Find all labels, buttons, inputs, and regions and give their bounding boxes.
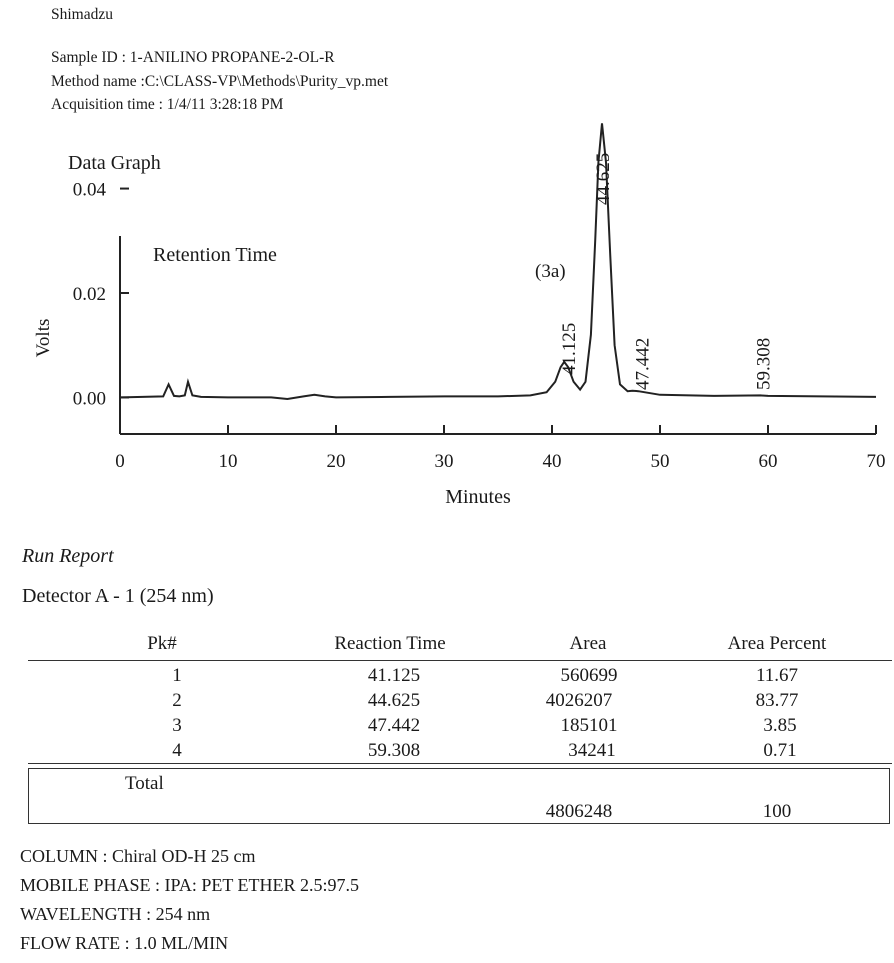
flow-rate-param: FLOW RATE : 1.0 ML/MIN — [20, 933, 229, 953]
y-tick-label: 0.02 — [72, 284, 106, 305]
x-tick-label: 40 — [542, 451, 562, 472]
row-divider — [28, 763, 892, 764]
x-tick-label: 30 — [434, 451, 454, 472]
cell-area: 560699 — [560, 665, 618, 686]
cell-area: 34241 — [568, 740, 616, 761]
vendor-name: Shimadzu — [51, 6, 113, 23]
cell-pk: 1 — [172, 665, 182, 686]
report-title: Run Report — [22, 545, 114, 567]
chart-title: Data Graph — [68, 152, 161, 174]
col-header-pk: Pk# — [147, 633, 177, 654]
x-tick-label: 50 — [650, 451, 670, 472]
mobile-phase-param: MOBILE PHASE : IPA: PET ETHER 2.5:97.5 — [20, 875, 360, 895]
x-tick-label: 70 — [866, 451, 886, 472]
chart-subtitle: Retention Time — [153, 244, 277, 266]
y-tick-label: 0.00 — [72, 388, 106, 410]
peak-label: 47.442 — [632, 337, 654, 390]
total-area: 4806248 — [545, 801, 613, 822]
y-axis-label: Volts — [33, 318, 54, 358]
col-header-area: Area — [569, 633, 607, 654]
col-header-reaction-time: Reaction Time — [334, 633, 446, 654]
cell-pk: 2 — [172, 690, 182, 711]
cell-area-percent: 83.77 — [755, 690, 799, 711]
detector-label: Detector A - 1 (254 nm) — [22, 585, 214, 607]
x-tick-label: 10 — [218, 451, 238, 472]
cell-area: 4026207 — [545, 690, 613, 711]
total-box — [28, 768, 890, 824]
column-param: COLUMN : Chiral OD-H 25 cm — [20, 846, 256, 866]
cell-reaction-time: 41.125 — [367, 665, 421, 686]
cell-area-percent: 3.85 — [763, 715, 797, 736]
cell-pk: 4 — [172, 740, 182, 761]
cell-area: 185101 — [560, 715, 618, 736]
method-name: Method name :C:\CLASS-VP\Methods\Purity_vp.met — [51, 73, 389, 90]
x-tick-label: 20 — [326, 451, 346, 472]
peak-label: 59.308 — [753, 337, 775, 390]
cell-reaction-time: 44.625 — [367, 690, 421, 711]
cell-reaction-time: 47.442 — [367, 715, 421, 736]
x-tick-label: 60 — [758, 451, 778, 472]
cell-area-percent: 11.67 — [755, 665, 799, 686]
cell-pk: 3 — [172, 715, 182, 736]
cell-reaction-time: 59.308 — [367, 740, 421, 761]
y-tick-label: 0.04 — [72, 179, 106, 201]
x-axis-label: Minutes — [445, 486, 511, 508]
x-tick-label: 0 — [115, 451, 125, 472]
wavelength-param: WAVELENGTH : 254 nm — [20, 904, 211, 924]
cell-area-percent: 0.71 — [763, 740, 797, 761]
total-label: Total — [125, 773, 164, 794]
col-header-area-percent: Area Percent — [727, 633, 827, 654]
peak-label: 44.625 — [592, 152, 614, 205]
peak-label: 41.125 — [559, 322, 581, 375]
sample-id: Sample ID : 1-ANILINO PROPANE-2-OL-R — [51, 49, 335, 66]
total-area-percent: 100 — [762, 801, 792, 822]
header-divider — [28, 660, 892, 661]
compound-annotation: (3a) — [535, 261, 566, 282]
acquisition-time: Acquisition time : 1/4/11 3:28:18 PM — [51, 96, 284, 113]
